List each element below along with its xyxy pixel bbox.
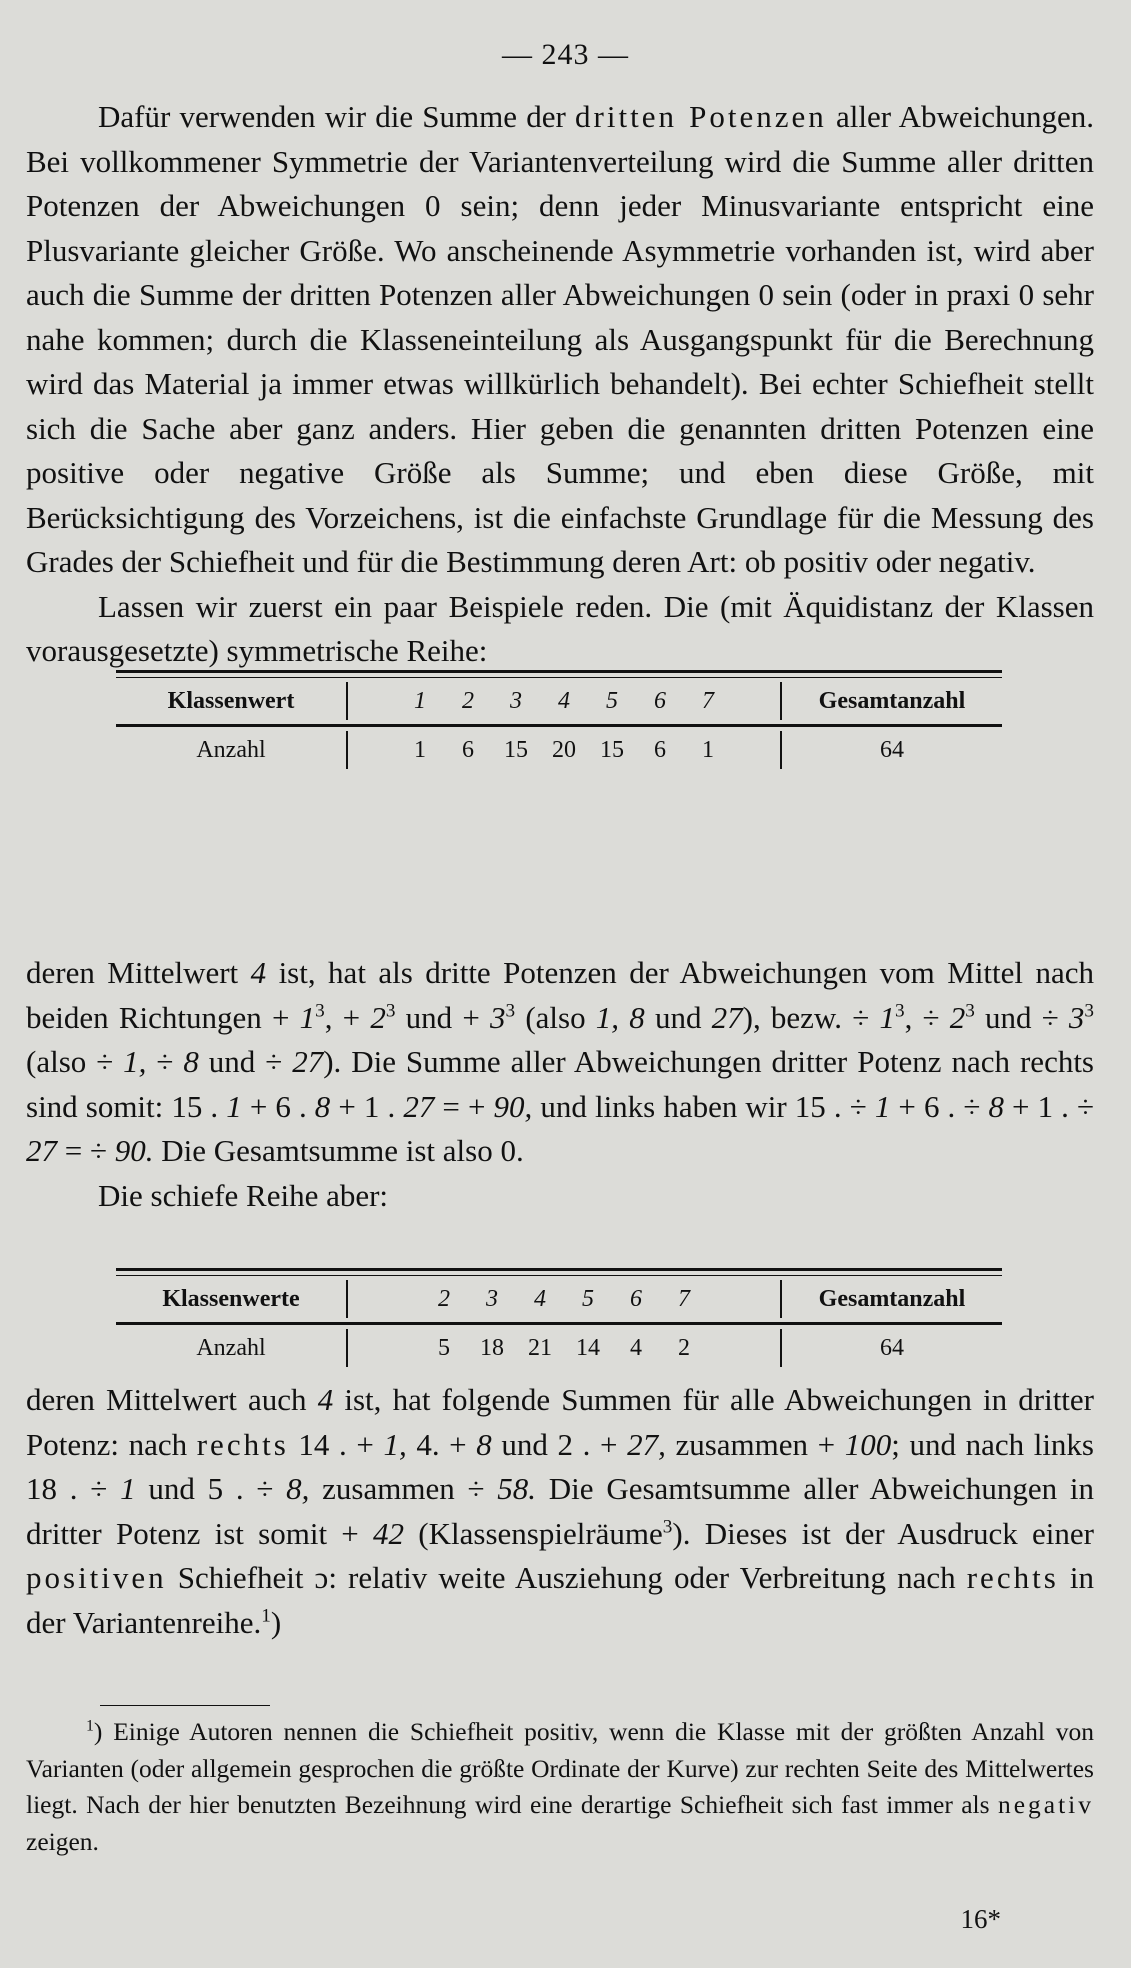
spaced-emphasis: dritten Potenzen: [575, 99, 827, 134]
count-values: [348, 737, 780, 764]
count-values: [348, 1335, 780, 1362]
class-values: [348, 688, 780, 715]
count-cell: 6: [654, 736, 666, 763]
count-cell: 6: [462, 736, 474, 763]
text-run: aller Abweichungen. Bei vollkommener Symmetrie der Variantenverteilung wird die Summe aller dritten Potenzen der Abweichungen 0 sein; denn jeder Minusvariante entspricht eine Plusvariante gleicher Größe. Wo anscheinende Asymmetrie vorhanden ist, wird aber auch die Summe der dritten Potenzen aller Abweichungen 0 sein (oder in praxi 0 sehr nahe kommen; durch die Klasseneinteilung als Ausgangspunkt für die Berechnung wird das Material ja immer etwas willkürlich behandelt). Bei echter Schiefheit stellt sich die Sache aber ganz anders. Hier geben die genannten dritten Potenzen eine positive oder negative Größe als Summe; und eben diese Größe, mit Berücksichtigung des Vorzeichens, ist die einfachste Grundlage für die Messung des Grades der Schiefheit und für die Bestimmung deren Art: ob positiv oder negativ.: [26, 99, 1094, 579]
class-cell: 2: [438, 1285, 450, 1312]
count-cell: 15: [600, 736, 624, 763]
paragraph-mean-symmetric: deren Mittelwert 4 ist, hat als dritte Potenzen der Abweichungen vom Mittel nach beiden Richtungen + $1^3$, + $2^3$ und + $3^3$ (also 1, 8 und 27), bezw. ÷ $1^3$, ÷ $2^3$ und ÷ $3^3$ (also ÷ 1, ÷ 8 und ÷ 27). Die Summe aller Abweichungen dritter Potenz nach rechts sind somit: 15 . 1 + 6 . 8 + 1 . 27 = + 90, und links haben wir 15 . ÷ 1 + 6 . ÷ 8 + 1 . ÷ 27 = ÷ 90. Die Gesamtsumme ist also 0.: [26, 955, 1095, 1168]
count-cell: 2: [678, 1334, 690, 1361]
count-cell: 5: [438, 1334, 450, 1361]
class-cell: 7: [702, 687, 714, 714]
symmetric-series-table: [116, 670, 1002, 773]
total-value: 64: [880, 1334, 904, 1361]
footnote-text: $^1$) Einige Autoren nennen die Schiefheit positiv, wenn die Klasse mit der größten Anzahl von Varianten (oder allgemein gesprochen die größte Ordinate der Kurve) zur rechten Seite des Mittelwertes liegt. Nach der hier benutzten Bezeihnung wird eine derartige Schiefheit sich fast immer als negativ zeigen.: [26, 1717, 1094, 1856]
table-data-row: [116, 727, 1002, 773]
footnote: [26, 1714, 1094, 1860]
count-cell: 20: [552, 736, 576, 763]
row-label: Anzahl: [196, 736, 266, 763]
count-cell: 14: [576, 1334, 600, 1361]
table-top-rule: [116, 1268, 1002, 1276]
count-cell: 4: [630, 1334, 642, 1361]
class-cell: 6: [630, 1285, 642, 1312]
count-cell: 18: [480, 1334, 504, 1361]
table-top-rule: [116, 670, 1002, 678]
total-value: 64: [880, 736, 904, 763]
header-label: Klassenwerte: [162, 1285, 300, 1312]
class-cell: 1: [414, 687, 426, 714]
paragraph-skew-intro: Die schiefe Reihe aber:: [98, 1177, 389, 1213]
table-header-row: [116, 678, 1002, 724]
total-label: Gesamtanzahl: [818, 687, 966, 714]
class-cell: 4: [558, 687, 570, 714]
class-cell: 2: [462, 687, 474, 714]
table-header-row: [116, 1276, 1002, 1322]
table-data-row: [116, 1325, 1002, 1371]
row-label: Anzahl: [196, 1334, 266, 1361]
class-cell: 3: [510, 687, 522, 714]
paragraph-third-powers: [26, 95, 1094, 585]
footnote-rule: [100, 1705, 270, 1706]
count-cell: 1: [414, 736, 426, 763]
class-cell: 4: [534, 1285, 546, 1312]
text-run: Dafür verwenden wir die Summe der: [98, 99, 576, 134]
class-values: [348, 1286, 780, 1313]
class-cell: 3: [486, 1285, 498, 1312]
class-cell: 7: [678, 1285, 690, 1312]
page-number: — 243 —: [502, 38, 629, 71]
class-cell: 5: [582, 1285, 594, 1312]
body-text-middle: [26, 951, 1094, 1218]
body-text-top: [26, 95, 1094, 674]
total-label: Gesamtanzahl: [818, 1285, 966, 1312]
header-label: Klassenwert: [167, 687, 295, 714]
class-cell: 5: [606, 687, 618, 714]
paragraph-examples: Lassen wir zuerst ein paar Beispiele reden. Die (mit Äquidistanz der Klassen vorausgesetzte) symmetrische Reihe:: [26, 588, 1094, 668]
skewed-series-table: [116, 1268, 1002, 1371]
class-cell: 6: [654, 687, 666, 714]
paragraph-mean-skewed: deren Mittelwert auch 4 ist, hat folgende Summen für alle Abweichungen in dritter Potenz: nach rechts 14 . + 1, 4. + 8 und 2 . + 27, zusammen + 100; und nach links 18 . ÷ 1 und 5 . ÷ 8, zusammen ÷ 58. Die Gesamtsumme aller Abweichungen in dritter Potenz ist somit + 42 (Klassenspielräume$^3$). Dieses ist der Ausdruck einer positiven Schiefheit ɔ: relativ weite Ausziehung oder Verbreitung nach rechts in der Variantenreihe.$^1$): [26, 1382, 1095, 1640]
signature-mark: 16*: [960, 1904, 1001, 1934]
count-cell: 21: [528, 1334, 552, 1361]
count-cell: 15: [504, 736, 528, 763]
body-text-bottom: [26, 1378, 1094, 1645]
count-cell: 1: [702, 736, 714, 763]
